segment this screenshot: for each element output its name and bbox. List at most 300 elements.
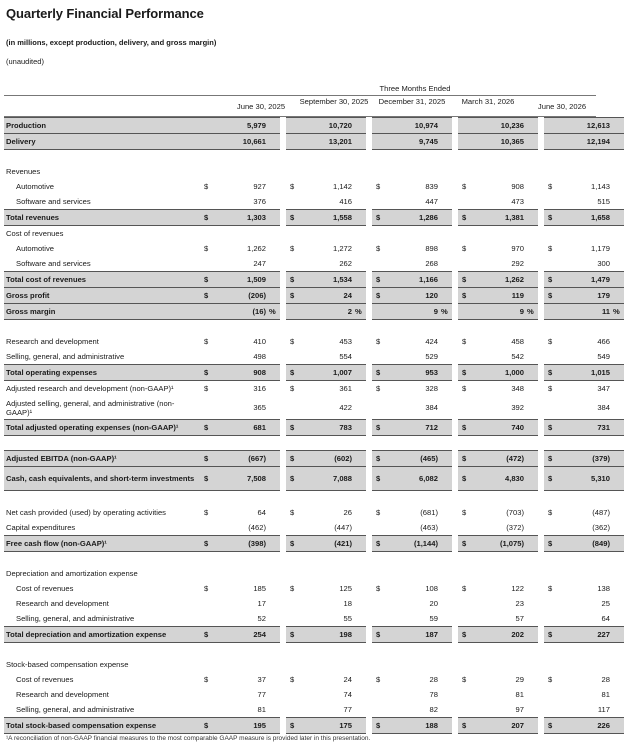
currency-symbol: $ (290, 182, 295, 191)
cell-suffix (268, 596, 280, 611)
currency-symbol (458, 194, 480, 210)
cell-suffix (612, 566, 624, 581)
cell-suffix: % (268, 304, 280, 320)
currency-symbol: $ (200, 365, 222, 381)
cell-suffix (354, 134, 366, 150)
cell-suffix (354, 320, 366, 335)
cell-suffix (612, 349, 624, 365)
cell-suffix (354, 491, 366, 506)
cell-value: 458 (511, 337, 524, 346)
cell-value: 12,194 (566, 134, 612, 150)
cell-value (222, 150, 268, 165)
currency-symbol (458, 520, 480, 536)
currency-symbol: $ (200, 420, 222, 436)
cell-suffix (440, 491, 452, 506)
table-row (4, 566, 624, 581)
column-header-q3: December 31, 2025 (378, 97, 446, 106)
cell-suffix (268, 118, 280, 134)
cell-value: 498 (253, 352, 266, 361)
cell-suffix (440, 505, 452, 520)
cell-value: (421) (308, 536, 354, 552)
cell-suffix (440, 552, 452, 567)
cell-suffix (612, 552, 624, 567)
cell-suffix (612, 611, 624, 627)
currency-symbol (200, 436, 222, 451)
currency-symbol: $ (544, 451, 566, 467)
cell-value: 28 (601, 675, 610, 684)
cell-value: 117 (597, 705, 610, 714)
cell-suffix (354, 657, 366, 672)
cell-value: 198 (308, 627, 354, 643)
cell-suffix (526, 164, 538, 179)
row-label: Automotive (16, 182, 54, 191)
cell-suffix: % (354, 304, 366, 320)
cell-value: 262 (339, 259, 352, 268)
row-label: Total stock-based compensation expense (4, 718, 200, 734)
cell-value: 227 (566, 627, 612, 643)
cell-value: 1,534 (308, 272, 354, 288)
cell-value: 1,509 (222, 272, 268, 288)
cell-value: 226 (566, 718, 612, 734)
cell-suffix (440, 643, 452, 658)
cell-value: 384 (597, 403, 610, 412)
cell-suffix (440, 226, 452, 242)
cell-value (308, 226, 354, 242)
cell-suffix (354, 718, 366, 734)
financial-table (4, 117, 624, 734)
cell-value (394, 164, 440, 179)
currency-symbol: $ (200, 718, 222, 734)
currency-symbol (200, 702, 222, 718)
cell-suffix (268, 451, 280, 467)
cell-value: 24 (308, 288, 354, 304)
footnote: ¹A reconciliation of non-GAAP financial measures to the most comparable GAAP measure is provided later in this presentation. (6, 735, 371, 742)
cell-suffix (354, 702, 366, 718)
cell-suffix (268, 288, 280, 304)
currency-symbol: $ (204, 384, 209, 393)
cell-value: 554 (339, 352, 352, 361)
cell-suffix (354, 611, 366, 627)
cell-suffix (354, 241, 366, 256)
spacer-row (4, 643, 624, 658)
cell-value: 328 (425, 384, 438, 393)
cell-suffix (268, 349, 280, 365)
cell-value (394, 491, 440, 506)
currency-symbol (286, 566, 308, 581)
cell-suffix (526, 627, 538, 643)
cell-suffix (354, 536, 366, 552)
spacer-row (4, 552, 624, 567)
currency-symbol: $ (286, 272, 308, 288)
cell-value (394, 150, 440, 165)
currency-symbol (286, 643, 308, 658)
currency-symbol: $ (548, 508, 553, 517)
cell-suffix (354, 381, 366, 397)
cell-value: 2 (308, 304, 354, 320)
cell-suffix (612, 150, 624, 165)
cell-suffix (268, 320, 280, 335)
cell-suffix (440, 420, 452, 436)
cell-value: 783 (308, 420, 354, 436)
currency-symbol (372, 643, 394, 658)
table-row (4, 194, 624, 210)
cell-value: 542 (511, 352, 524, 361)
currency-symbol (458, 256, 480, 272)
currency-symbol (372, 349, 394, 365)
table-row (4, 334, 624, 349)
cell-value: 731 (566, 420, 612, 436)
column-header-q2: September 30, 2025 (299, 97, 369, 106)
cell-value: 81 (515, 690, 524, 699)
currency-symbol: $ (204, 337, 209, 346)
cell-suffix (268, 467, 280, 491)
currency-symbol (458, 150, 480, 165)
currency-symbol: $ (204, 508, 209, 517)
currency-symbol (372, 226, 394, 242)
cell-value: 77 (257, 690, 266, 699)
cell-value (566, 657, 612, 672)
currency-symbol (286, 320, 308, 335)
currency-symbol (544, 194, 566, 210)
cell-value (394, 643, 440, 658)
currency-symbol: $ (376, 337, 381, 346)
cell-suffix (526, 491, 538, 506)
currency-symbol (200, 164, 222, 179)
cell-suffix (526, 536, 538, 552)
cell-suffix (526, 349, 538, 365)
cell-value: 108 (425, 584, 438, 593)
currency-symbol (458, 396, 480, 420)
row-label (4, 150, 200, 165)
currency-symbol: $ (204, 244, 209, 253)
cell-value: (16) (222, 304, 268, 320)
cell-value: 453 (339, 337, 352, 346)
cell-value: 10,661 (222, 134, 268, 150)
currency-symbol (544, 491, 566, 506)
cell-suffix (440, 702, 452, 718)
cell-suffix (612, 581, 624, 596)
row-label: Total adjusted operating expenses (non-GAAP)¹ (4, 420, 200, 436)
currency-symbol: $ (544, 365, 566, 381)
cell-suffix (526, 467, 538, 491)
cell-suffix (440, 334, 452, 349)
currency-symbol (200, 118, 222, 134)
cell-value (308, 164, 354, 179)
cell-suffix (612, 179, 624, 194)
currency-symbol (200, 520, 222, 536)
currency-symbol (372, 134, 394, 150)
cell-suffix (612, 256, 624, 272)
table-row (4, 581, 624, 596)
cell-suffix (268, 194, 280, 210)
cell-suffix (268, 150, 280, 165)
cell-value (480, 552, 526, 567)
cell-value: (681) (420, 508, 438, 517)
cell-suffix (354, 226, 366, 242)
table-row (4, 241, 624, 256)
cell-value (480, 491, 526, 506)
currency-symbol: $ (544, 288, 566, 304)
cell-suffix (354, 194, 366, 210)
cell-value: (379) (566, 451, 612, 467)
row-label: Selling, general, and administrative (16, 705, 135, 714)
cell-value: 52 (257, 614, 266, 623)
cell-value: 78 (429, 690, 438, 699)
currency-symbol (458, 552, 480, 567)
currency-symbol (458, 349, 480, 365)
cell-value (394, 436, 440, 451)
cell-suffix (268, 365, 280, 381)
row-label (4, 320, 200, 335)
cell-value (308, 643, 354, 658)
currency-symbol (372, 256, 394, 272)
cell-value: (398) (222, 536, 268, 552)
cell-suffix (268, 396, 280, 420)
cell-suffix (440, 536, 452, 552)
currency-symbol: $ (290, 584, 295, 593)
cell-suffix (440, 657, 452, 672)
cell-suffix (612, 320, 624, 335)
cell-value: 300 (597, 259, 610, 268)
cell-suffix (612, 288, 624, 304)
table-row (4, 657, 624, 672)
table-row (4, 718, 624, 734)
table-row (4, 272, 624, 288)
cell-suffix (268, 505, 280, 520)
table-row (4, 611, 624, 627)
currency-symbol: $ (286, 288, 308, 304)
currency-symbol: $ (286, 718, 308, 734)
cell-suffix (526, 194, 538, 210)
cell-suffix (440, 627, 452, 643)
currency-symbol (544, 396, 566, 420)
cell-value: (1,144) (394, 536, 440, 552)
cell-suffix (354, 150, 366, 165)
currency-symbol (200, 687, 222, 702)
row-label: Free cash flow (non-GAAP)¹ (4, 536, 200, 552)
currency-symbol (286, 118, 308, 134)
row-label: Adjusted EBITDA (non-GAAP)¹ (4, 451, 200, 467)
cell-suffix (612, 702, 624, 718)
cell-suffix (268, 566, 280, 581)
currency-symbol (458, 304, 480, 320)
cell-value: 316 (253, 384, 266, 393)
cell-value: (1,075) (480, 536, 526, 552)
cell-suffix (526, 396, 538, 420)
table-row (4, 226, 624, 242)
currency-symbol (544, 552, 566, 567)
cell-suffix (268, 627, 280, 643)
cell-value: 1,286 (394, 210, 440, 226)
cell-value: 268 (425, 259, 438, 268)
row-label: Cost of revenues (16, 675, 74, 684)
cell-suffix (612, 164, 624, 179)
currency-symbol (544, 436, 566, 451)
cell-value: 26 (343, 508, 352, 517)
cell-suffix (268, 436, 280, 451)
cell-value (480, 657, 526, 672)
cell-suffix (526, 118, 538, 134)
cell-value: 7,088 (308, 467, 354, 491)
cell-suffix (612, 718, 624, 734)
currency-symbol: $ (462, 384, 467, 393)
cell-value: 1,479 (566, 272, 612, 288)
currency-symbol: $ (458, 536, 480, 552)
currency-symbol: $ (286, 365, 308, 381)
table-row (4, 702, 624, 718)
cell-suffix (440, 520, 452, 536)
cell-value: 188 (394, 718, 440, 734)
currency-symbol (372, 552, 394, 567)
cell-suffix (268, 702, 280, 718)
currency-symbol (286, 520, 308, 536)
cell-value (394, 226, 440, 242)
currency-symbol: $ (462, 508, 467, 517)
cell-suffix (612, 687, 624, 702)
cell-suffix (526, 611, 538, 627)
cell-value (566, 436, 612, 451)
table-row (4, 179, 624, 194)
cell-suffix (440, 396, 452, 420)
currency-symbol (544, 657, 566, 672)
currency-symbol: $ (544, 272, 566, 288)
row-label: Delivery (4, 134, 200, 150)
cell-suffix (354, 420, 366, 436)
cell-value (480, 436, 526, 451)
row-label: Selling, general, and administrative (6, 352, 125, 361)
currency-symbol (200, 150, 222, 165)
cell-value: 9 (480, 304, 526, 320)
cell-value: 1,179 (590, 244, 610, 253)
currency-symbol (200, 349, 222, 365)
cell-value: 28 (429, 675, 438, 684)
cell-suffix (268, 536, 280, 552)
cell-value: (462) (248, 523, 266, 532)
cell-suffix (526, 718, 538, 734)
currency-symbol (200, 194, 222, 210)
currency-symbol: $ (286, 420, 308, 436)
cell-value: 7,508 (222, 467, 268, 491)
cell-value (222, 643, 268, 658)
currency-symbol (286, 150, 308, 165)
cell-value: 10,236 (480, 118, 526, 134)
currency-symbol (458, 611, 480, 627)
cell-value: 376 (253, 197, 266, 206)
row-label: Research and development (16, 690, 109, 699)
currency-symbol (544, 164, 566, 179)
cell-value: (602) (308, 451, 354, 467)
table-row (4, 349, 624, 365)
currency-symbol: $ (290, 384, 295, 393)
currency-symbol: $ (462, 584, 467, 593)
cell-value: 424 (425, 337, 438, 346)
currency-symbol (200, 657, 222, 672)
currency-symbol: $ (204, 584, 209, 593)
cell-suffix (354, 451, 366, 467)
currency-symbol: $ (372, 272, 394, 288)
row-label: Software and services (16, 197, 91, 206)
cell-suffix (268, 241, 280, 256)
cell-value: 1,303 (222, 210, 268, 226)
currency-symbol (286, 396, 308, 420)
currency-symbol (544, 643, 566, 658)
cell-value: (447) (334, 523, 352, 532)
cell-suffix (268, 581, 280, 596)
cell-value: 55 (343, 614, 352, 623)
cell-suffix (612, 672, 624, 687)
currency-symbol: $ (458, 210, 480, 226)
column-header-q1: June 30, 2025 (236, 102, 286, 111)
cell-value: 712 (394, 420, 440, 436)
cell-suffix (612, 396, 624, 420)
cell-value (222, 164, 268, 179)
currency-symbol (372, 566, 394, 581)
row-label: Adjusted research and development (non-GAAP)¹ (6, 384, 174, 393)
cell-suffix (526, 520, 538, 536)
header-top-rule (4, 95, 596, 96)
cell-suffix (354, 596, 366, 611)
cell-suffix (268, 256, 280, 272)
cell-value (566, 552, 612, 567)
cell-value: 392 (511, 403, 524, 412)
cell-value (308, 436, 354, 451)
cell-value (308, 491, 354, 506)
cell-value: 247 (253, 259, 266, 268)
cell-suffix (354, 365, 366, 381)
cell-suffix (354, 552, 366, 567)
currency-symbol (286, 596, 308, 611)
cell-value: 1,166 (394, 272, 440, 288)
currency-symbol (286, 687, 308, 702)
cell-value: 122 (511, 584, 524, 593)
cell-value: 898 (425, 244, 438, 253)
currency-symbol (458, 687, 480, 702)
cell-value: 5,979 (222, 118, 268, 134)
currency-symbol (200, 491, 222, 506)
row-label: Production (4, 118, 200, 134)
cell-value: 1,381 (480, 210, 526, 226)
cell-value (308, 552, 354, 567)
cell-suffix (526, 552, 538, 567)
cell-suffix (440, 672, 452, 687)
cell-suffix (612, 365, 624, 381)
currency-symbol (286, 164, 308, 179)
currency-symbol: $ (372, 718, 394, 734)
cell-suffix (440, 118, 452, 134)
cell-value (566, 150, 612, 165)
cell-suffix (526, 272, 538, 288)
currency-symbol: $ (372, 210, 394, 226)
currency-symbol: $ (200, 210, 222, 226)
cell-value: (487) (592, 508, 610, 517)
cell-suffix (526, 320, 538, 335)
cell-suffix (440, 272, 452, 288)
currency-symbol: $ (544, 467, 566, 491)
row-label: Total revenues (4, 210, 200, 226)
table-row (4, 672, 624, 687)
table-row (4, 210, 624, 226)
currency-symbol (544, 566, 566, 581)
cell-value: (472) (480, 451, 526, 467)
cell-suffix (440, 150, 452, 165)
currency-symbol (200, 320, 222, 335)
currency-symbol (458, 566, 480, 581)
cell-suffix (440, 467, 452, 491)
currency-symbol: $ (372, 420, 394, 436)
table-row (4, 304, 624, 320)
cell-value: 361 (339, 384, 352, 393)
currency-symbol (372, 520, 394, 536)
